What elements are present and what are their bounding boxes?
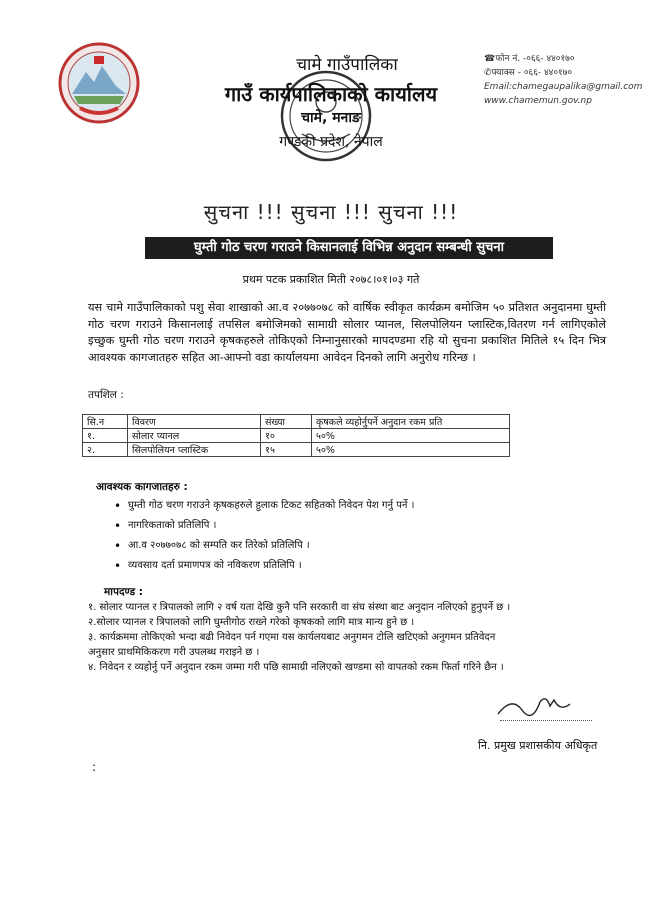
cell: १. [83, 429, 128, 443]
list-item: १. सोलार प्यानल र त्रिपालको लागि २ वर्ष यता देखि कुनै पनि सरकारी वा संघ संस्था बाट अनुदान नलिएको हुनुपर्ने छ । [88, 602, 511, 613]
table-row [83, 443, 510, 457]
details-label: तपशिल : [88, 389, 124, 401]
cell: सिलपोलियन प्लास्टिक [128, 443, 261, 457]
list-item: ४. निवेदन र व्यहोर्नु पर्ने अनुदान रकम जम्मा गरी पछि सामाग्री नलिएको खण्डमा सो वापतको रकम फिर्ता गरिने छैन । [88, 662, 504, 673]
email-address: Email:chamegaupalika@gmail.com [484, 82, 643, 92]
documents-title: आवश्यक कागजातहरु : [96, 481, 188, 493]
col-subsidy: कृषकले व्यहोर्नुपर्ने अनुदान रकम प्रति [312, 415, 510, 429]
contact-block [484, 52, 642, 108]
cell: सोलार प्यानल [128, 429, 261, 443]
table-row [83, 429, 510, 443]
cell: १० [261, 429, 312, 443]
notice-body: यस चामे गाउँपालिकाको पशु सेवा शाखाको आ.व २०७७०७८ को वार्षिक स्वीकृत कार्यक्रम बमोजिम ५० प्रतिशत अनुदानमा घुम्ती गोठ चरण गराउने किसानलाई तपसिल बमोजिमको सामाग्री सोलार प्यानल, सिलपोलियन प्लास्टिक,वितरण गर्न लागिएकोले इच्छुक घुम्ती गोठ चरण गराउने कृषकहरुले तोकिएको निम्नानुसारको मापदण्डमा रहि यो सुचना प्रकाशित मितिले १५ दिन भित्र आवश्यक कागजातहरु सहित आ-आफ्नो वडा कार्यालयमा आवेदन दिनको लागि अनुरोध गरिन्छ । [88, 301, 606, 364]
cell: २. [83, 443, 128, 457]
fax-number: ✆फ्याक्स - ०६६- ४४०१७० [484, 68, 573, 78]
list-item: अनुसार प्राथमिकिकरण गरी उपलब्ध गराइने छ । [88, 647, 260, 658]
list-item: • नागरिकताको प्रतिलिपि । [114, 516, 414, 536]
table-header-row [83, 415, 510, 429]
publish-date: प्रथम पटक प्रकाशित मिती २०७८।०१।०३ गते [242, 273, 420, 286]
list-item: • घुम्ती गोठ चरण गराउने कृषकहरुले हुलाक टिकट सहितको निवेदन पेश गर्नु पर्ने । [114, 496, 414, 516]
signature-line [500, 720, 592, 721]
signatory-title: नि. प्रमुख प्रशासकीय अधिकृत [478, 739, 598, 752]
list-item: ३. कार्यक्रममा तोकिएको भन्दा बढी निवेदन पर्न गएमा यस कार्यलयबाट अनुगमन टोलि खटिएको अनुगमन प्रतिवेदन [88, 632, 496, 643]
notice-subject: घुम्ती गोठ चरण गराउने किसानलाई विभिन्न अनुदान सम्बन्धी सुचना [145, 237, 553, 259]
office-name: गाउँ कार्यपालिकाको कार्यालय [224, 82, 438, 106]
cell: ५०% [312, 429, 510, 443]
signature-icon [494, 690, 574, 720]
org-name: चामे गाउँपालिका [296, 55, 398, 75]
cell: ५०% [312, 443, 510, 457]
criteria-list [88, 600, 608, 675]
cell: १५ [261, 443, 312, 457]
list-item: • आ.व २०७७०७८ को सम्पति कर तिरेको प्रतिलिपि । [114, 536, 414, 556]
subsidy-table [82, 414, 510, 457]
notice-headline: सुचना !!! सुचना !!! सुचना !!! [203, 200, 459, 224]
phone-number: ☎फोन नं. -०६६- ४४०१७० [484, 54, 575, 64]
col-serial: सि.न [83, 415, 128, 429]
list-item: २.सोलार प्यानल र त्रिपालको लागि घुम्तीगोठ राख्ने गरेको कृषकको लागि मात्र मान्य हुने छ । [88, 617, 415, 628]
province-name: गण्डकी प्रदेश, नेपाल [279, 134, 383, 150]
col-description: विवरण [128, 415, 261, 429]
website-address: www.chamemun.gov.np [484, 96, 592, 106]
criteria-title: मापदण्ड : [104, 586, 143, 598]
col-quantity: संख्या [261, 415, 312, 429]
footer-mark: : [92, 760, 97, 774]
office-location: चामे, मनाङ [301, 110, 361, 126]
documents-list [114, 496, 414, 576]
list-item: • व्यवसाय दर्ता प्रमाणपत्र को नविकरण प्रतिलिपि । [114, 556, 414, 576]
